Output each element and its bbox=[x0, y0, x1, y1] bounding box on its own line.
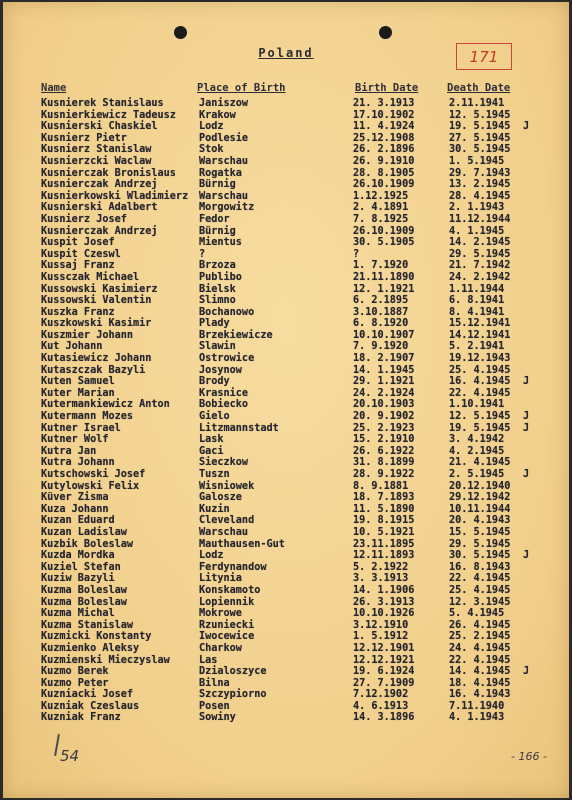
table-row bbox=[3, 318, 569, 330]
table-row bbox=[3, 376, 569, 388]
record-name: Kusnierek Stanislaus bbox=[41, 98, 164, 109]
record-birth-date: 27. 7.1909 bbox=[353, 677, 415, 689]
record-name: Kusnierczak Andrzej bbox=[41, 225, 158, 237]
record-death-date: 28. 4.1945 bbox=[449, 190, 511, 202]
table-row bbox=[3, 110, 569, 122]
record-name: Kuzbik Boleslaw bbox=[41, 538, 134, 550]
punch-hole-right bbox=[379, 26, 392, 39]
table-row bbox=[3, 249, 569, 261]
record-name: Kuza Johann bbox=[41, 503, 109, 515]
record-place-of-birth: Bobiecko bbox=[199, 399, 249, 411]
record-death-date: 4. 1.1945 bbox=[449, 225, 505, 237]
record-place-of-birth: Tuszn bbox=[199, 469, 230, 480]
record-name: Kutylowski Felix bbox=[41, 480, 140, 492]
record-birth-date: 12. 1.1921 bbox=[353, 283, 415, 295]
record-death-date: 22. 4.1945 bbox=[449, 387, 511, 399]
record-birth-date: 3.10.1887 bbox=[353, 306, 409, 318]
record-name: Kuten Samuel bbox=[41, 376, 115, 388]
record-name: Kusnierz Stanislaw bbox=[41, 144, 152, 156]
table-row bbox=[3, 631, 569, 643]
record-place-of-birth: Brody bbox=[199, 376, 230, 388]
record-place-of-birth: Lodz bbox=[199, 550, 224, 562]
record-birth-date: 29. 1.1921 bbox=[353, 376, 415, 388]
record-name: Kussowski Kasimierz bbox=[41, 283, 158, 295]
record-death-date: 30. 5.1945 bbox=[449, 144, 511, 156]
header-place-of-birth: Place of Birth bbox=[197, 82, 286, 94]
record-name: Kuzniak Czeslaus bbox=[41, 700, 140, 712]
handwritten-note: 54 bbox=[60, 747, 80, 765]
record-name: Kusnierkowski Wladimierz bbox=[41, 190, 189, 202]
record-birth-date: 19. 6.1924 bbox=[353, 666, 415, 678]
record-death-date: 8. 4.1941 bbox=[449, 306, 505, 318]
record-place-of-birth: Slawin bbox=[199, 341, 236, 353]
table-row bbox=[3, 202, 569, 214]
table-row bbox=[3, 655, 569, 667]
record-birth-date: 20. 9.1902 bbox=[353, 411, 415, 423]
record-death-date: 2. 5.1945 bbox=[449, 469, 505, 480]
record-birth-date: 26.10.1909 bbox=[353, 225, 415, 237]
header-death-date: Death Date bbox=[447, 82, 511, 94]
record-place-of-birth: Cleveland bbox=[199, 515, 255, 527]
table-row bbox=[3, 597, 569, 609]
record-name: Kut Johann bbox=[41, 341, 103, 353]
record-place-of-birth: Brzoza bbox=[199, 260, 236, 272]
record-name: Kuzma Stanislaw bbox=[41, 619, 134, 631]
record-name: Kusnierz Pietr bbox=[41, 132, 127, 144]
record-death-date: 4. 2.1945 bbox=[449, 445, 505, 457]
record-place-of-birth: Mientus bbox=[199, 237, 242, 249]
record-mark: J bbox=[523, 411, 530, 423]
record-birth-date: 6. 2.1895 bbox=[353, 295, 409, 307]
record-birth-date: 3.12.1910 bbox=[353, 619, 409, 631]
record-birth-date: 21.11.1890 bbox=[353, 271, 415, 283]
table-row bbox=[3, 573, 569, 585]
record-mark: J bbox=[523, 469, 530, 480]
record-name: Kuzan Ladislaw bbox=[41, 526, 127, 538]
record-name: Kuzmienski Mieczyslaw bbox=[41, 654, 170, 666]
table-row bbox=[3, 504, 569, 516]
record-death-date: 7.11.1940 bbox=[449, 700, 505, 712]
record-birth-date: 26.10.1909 bbox=[353, 179, 415, 191]
record-death-date: 1. 5.1945 bbox=[449, 155, 505, 167]
record-place-of-birth: Litzmannstadt bbox=[199, 422, 279, 434]
document-page bbox=[3, 2, 569, 798]
table-row bbox=[3, 121, 569, 133]
record-place-of-birth: Las bbox=[199, 654, 218, 666]
record-name: Kuspit Josef bbox=[41, 237, 115, 249]
record-birth-date: 30. 5.1905 bbox=[353, 237, 415, 249]
table-row bbox=[3, 620, 569, 632]
record-place-of-birth: Gaci bbox=[199, 445, 224, 457]
record-death-date: 1.10.1941 bbox=[449, 399, 505, 411]
record-death-date: 18. 4.1945 bbox=[449, 677, 511, 689]
table-row bbox=[3, 272, 569, 284]
record-birth-date: 12.12.1901 bbox=[353, 642, 415, 654]
table-row bbox=[3, 423, 569, 435]
table-row bbox=[3, 226, 569, 238]
record-birth-date: 6. 8.1920 bbox=[353, 318, 409, 330]
record-place-of-birth: Morgowitz bbox=[199, 202, 255, 214]
record-death-date: 25. 4.1945 bbox=[449, 364, 511, 376]
record-place-of-birth: Bielsk bbox=[199, 283, 236, 295]
header-name: Name bbox=[41, 82, 67, 94]
record-mark: J bbox=[523, 376, 530, 388]
record-death-date: 16. 4.1945 bbox=[449, 376, 511, 388]
record-birth-date: 24. 2.1924 bbox=[353, 387, 415, 399]
record-death-date: 26. 4.1945 bbox=[449, 619, 511, 631]
table-row bbox=[3, 191, 569, 203]
table-row bbox=[3, 284, 569, 296]
table-row bbox=[3, 469, 569, 481]
record-death-date: 20. 4.1943 bbox=[449, 515, 511, 527]
record-death-date: 22. 4.1945 bbox=[449, 654, 511, 666]
record-death-date: 19.12.1943 bbox=[449, 353, 511, 365]
record-name: Kussaj Franz bbox=[41, 260, 115, 272]
record-place-of-birth: Stok bbox=[199, 144, 224, 156]
record-birth-date: 31. 8.1899 bbox=[353, 457, 415, 469]
record-death-date: 16. 8.1943 bbox=[449, 561, 511, 573]
record-death-date: 20.12.1940 bbox=[449, 480, 511, 492]
record-mark: J bbox=[523, 550, 530, 562]
record-death-date: 25. 2.1945 bbox=[449, 631, 511, 643]
record-place-of-birth: Josynow bbox=[199, 364, 242, 376]
record-place-of-birth: Lopiennik bbox=[199, 596, 255, 608]
record-name: Kuzma Boleslaw bbox=[41, 596, 127, 608]
record-place-of-birth: Ostrowice bbox=[199, 353, 255, 365]
table-row bbox=[3, 365, 569, 377]
record-birth-date: 1.12.1925 bbox=[353, 190, 409, 202]
record-death-date: 22. 4.1945 bbox=[449, 573, 511, 585]
record-place-of-birth: Plady bbox=[199, 318, 230, 330]
record-name: Kuszmier Johann bbox=[41, 329, 134, 341]
record-place-of-birth: Slimno bbox=[199, 295, 236, 307]
record-place-of-birth: Mauthausen-Gut bbox=[199, 538, 285, 550]
table-row bbox=[3, 712, 569, 724]
record-death-date: 29. 7.1943 bbox=[449, 167, 511, 179]
record-place-of-birth: Bilna bbox=[199, 677, 230, 689]
record-name: Kuzma Michal bbox=[41, 608, 115, 620]
table-row bbox=[3, 562, 569, 574]
table-row bbox=[3, 666, 569, 678]
records-list bbox=[3, 98, 569, 724]
record-mark: J bbox=[523, 422, 530, 434]
table-row bbox=[3, 434, 569, 446]
record-birth-date: 23.11.1895 bbox=[353, 538, 415, 550]
table-row bbox=[3, 295, 569, 307]
table-row bbox=[3, 608, 569, 620]
record-birth-date: 28. 9.1922 bbox=[353, 469, 415, 480]
record-name: Kutner Wolf bbox=[41, 434, 109, 446]
record-birth-date: 19. 8.1915 bbox=[353, 515, 415, 527]
table-row bbox=[3, 492, 569, 504]
table-row bbox=[3, 341, 569, 353]
record-death-date: 3. 4.1942 bbox=[449, 434, 505, 446]
record-birth-date: 15. 2.1910 bbox=[353, 434, 415, 446]
record-place-of-birth: Brzekiewicze bbox=[199, 329, 273, 341]
record-death-date: 30. 5.1945 bbox=[449, 550, 511, 562]
table-row bbox=[3, 689, 569, 701]
record-place-of-birth: Sowiny bbox=[199, 712, 236, 724]
record-name: Kusnierski Chaskiel bbox=[41, 121, 158, 133]
record-name: Kuzmo Peter bbox=[41, 677, 109, 689]
record-birth-date: ? bbox=[353, 248, 360, 260]
record-death-date: 25. 4.1945 bbox=[449, 584, 511, 596]
record-death-date: 5. 4.1945 bbox=[449, 608, 505, 620]
record-birth-date: 28. 8.1905 bbox=[353, 167, 415, 179]
table-row bbox=[3, 701, 569, 713]
record-name: Kuzmienko Aleksy bbox=[41, 642, 140, 654]
table-row bbox=[3, 168, 569, 180]
page-footer-number: - 166 - bbox=[511, 750, 547, 763]
table-row bbox=[3, 643, 569, 655]
record-place-of-birth: Mokrowe bbox=[199, 608, 242, 620]
record-place-of-birth: Galosze bbox=[199, 492, 242, 504]
record-birth-date: 5. 2.1922 bbox=[353, 561, 409, 573]
record-death-date: 14.12.1941 bbox=[449, 329, 511, 341]
table-row bbox=[3, 144, 569, 156]
record-birth-date: 25. 2.1923 bbox=[353, 422, 415, 434]
table-row bbox=[3, 179, 569, 191]
table-row bbox=[3, 330, 569, 342]
table-row bbox=[3, 527, 569, 539]
record-death-date: 15. 5.1945 bbox=[449, 526, 511, 538]
record-birth-date: 1. 7.1920 bbox=[353, 260, 409, 272]
record-mark: J bbox=[523, 666, 530, 678]
record-place-of-birth: Bochanowo bbox=[199, 306, 255, 318]
table-row bbox=[3, 678, 569, 690]
record-name: Kutaszczak Bazyli bbox=[41, 364, 146, 376]
record-name: Kuzniacki Josef bbox=[41, 689, 134, 701]
record-death-date: 21. 7.1942 bbox=[449, 260, 511, 272]
record-birth-date: 7. 8.1925 bbox=[353, 213, 409, 225]
table-row bbox=[3, 411, 569, 423]
record-place-of-birth: Charkow bbox=[199, 642, 242, 654]
table-row bbox=[3, 585, 569, 597]
table-row bbox=[3, 388, 569, 400]
record-death-date: 6. 8.1941 bbox=[449, 295, 505, 307]
record-birth-date: 18. 7.1893 bbox=[353, 492, 415, 504]
record-place-of-birth: Ferdynandow bbox=[199, 561, 267, 573]
record-death-date: 24. 2.1942 bbox=[449, 271, 511, 283]
table-row bbox=[3, 156, 569, 168]
record-birth-date: 26. 9.1910 bbox=[353, 155, 415, 167]
record-birth-date: 7.12.1902 bbox=[353, 689, 409, 701]
record-death-date: 29.12.1942 bbox=[449, 492, 511, 504]
record-birth-date: 26. 3.1913 bbox=[353, 596, 415, 608]
record-place-of-birth: ? bbox=[199, 248, 206, 260]
record-birth-date: 12.12.1921 bbox=[353, 654, 415, 666]
record-name: Kutermann Mozes bbox=[41, 411, 134, 423]
record-place-of-birth: Sieczkow bbox=[199, 457, 249, 469]
record-death-date: 19. 5.1945 bbox=[449, 121, 511, 133]
record-place-of-birth: Lask bbox=[199, 434, 224, 446]
record-name: Kusnierczak Andrzej bbox=[41, 179, 158, 191]
table-row bbox=[3, 214, 569, 226]
record-place-of-birth: Warschau bbox=[199, 526, 249, 538]
record-place-of-birth: Dzialoszyce bbox=[199, 666, 267, 678]
record-death-date: 12. 5.1945 bbox=[449, 411, 511, 423]
record-birth-date: 18. 2.1907 bbox=[353, 353, 415, 365]
record-name: Kusnierkiewicz Tadeusz bbox=[41, 109, 176, 121]
record-death-date: 5. 2.1941 bbox=[449, 341, 505, 353]
record-place-of-birth: Lodz bbox=[199, 121, 224, 133]
record-death-date: 15.12.1941 bbox=[449, 318, 511, 330]
record-death-date: 11.12.1944 bbox=[449, 213, 511, 225]
record-place-of-birth: Konskamoto bbox=[199, 584, 261, 596]
table-row bbox=[3, 133, 569, 145]
record-place-of-birth: Warschau bbox=[199, 190, 249, 202]
record-name: Kuspit Czeswl bbox=[41, 248, 121, 260]
record-birth-date: 25.12.1908 bbox=[353, 132, 415, 144]
record-birth-date: 26. 6.1922 bbox=[353, 445, 415, 457]
record-place-of-birth: Warschau bbox=[199, 155, 249, 167]
record-birth-date: 14. 3.1896 bbox=[353, 712, 415, 724]
record-place-of-birth: Bürnig bbox=[199, 225, 236, 237]
record-death-date: 14. 4.1945 bbox=[449, 666, 511, 678]
record-name: Kuziw Bazyli bbox=[41, 573, 115, 585]
record-death-date: 1.11.1944 bbox=[449, 283, 505, 295]
record-death-date: 14. 2.1945 bbox=[449, 237, 511, 249]
record-death-date: 29. 5.1945 bbox=[449, 248, 511, 260]
record-name: Kuter Marian bbox=[41, 387, 115, 399]
record-name: Kusnierz Josef bbox=[41, 213, 127, 225]
record-place-of-birth: Krakow bbox=[199, 109, 236, 121]
table-row bbox=[3, 457, 569, 469]
table-row bbox=[3, 515, 569, 527]
record-place-of-birth: Krasnice bbox=[199, 387, 249, 399]
record-birth-date: 7. 9.1920 bbox=[353, 341, 409, 353]
record-place-of-birth: Kuzin bbox=[199, 503, 230, 515]
record-death-date: 27. 5.1945 bbox=[449, 132, 511, 144]
record-name: Kusnierczak Bronislaus bbox=[41, 167, 176, 179]
record-place-of-birth: Podlesie bbox=[199, 132, 249, 144]
table-row bbox=[3, 446, 569, 458]
record-birth-date: 1. 5.1912 bbox=[353, 631, 409, 643]
punch-hole-left bbox=[174, 26, 187, 39]
record-name: Kuziel Stefan bbox=[41, 561, 121, 573]
record-death-date: 4. 1.1943 bbox=[449, 712, 505, 724]
page-number-stamp bbox=[456, 43, 512, 70]
record-death-date: 2. 1.1943 bbox=[449, 202, 505, 214]
record-birth-date: 10.10.1926 bbox=[353, 608, 415, 620]
record-name: Kusnierski Adalbert bbox=[41, 202, 158, 214]
record-name: Kutra Jan bbox=[41, 445, 97, 457]
record-name: Kuzma Boleslaw bbox=[41, 584, 127, 596]
record-place-of-birth: Iwocewice bbox=[199, 631, 255, 643]
record-place-of-birth: Posen bbox=[199, 700, 230, 712]
record-birth-date: 17.10.1902 bbox=[353, 109, 415, 121]
record-birth-date: 10.10.1907 bbox=[353, 329, 415, 341]
record-name: Kuzmo Berek bbox=[41, 666, 109, 678]
record-birth-date: 14. 1.1906 bbox=[353, 584, 415, 596]
table-row bbox=[3, 539, 569, 551]
record-name: Kutasiewicz Johann bbox=[41, 353, 152, 365]
record-birth-date: 21. 3.1913 bbox=[353, 98, 415, 109]
record-death-date: 12. 5.1945 bbox=[449, 109, 511, 121]
record-birth-date: 10. 5.1921 bbox=[353, 526, 415, 538]
record-name: Kutra Johann bbox=[41, 457, 115, 469]
stamp-number: 171 bbox=[469, 48, 499, 66]
table-row bbox=[3, 550, 569, 562]
page-title: Poland bbox=[258, 46, 314, 60]
record-death-date: 19. 5.1945 bbox=[449, 422, 511, 434]
record-name: Kuzniak Franz bbox=[41, 712, 121, 724]
record-death-date: 16. 4.1943 bbox=[449, 689, 511, 701]
record-place-of-birth: Fedor bbox=[199, 213, 230, 225]
record-mark: J bbox=[523, 121, 530, 133]
record-death-date: 21. 4.1945 bbox=[449, 457, 511, 469]
record-birth-date: 3. 3.1913 bbox=[353, 573, 409, 585]
header-birth-date: Birth Date bbox=[355, 82, 419, 94]
record-name: Küver Zisma bbox=[41, 492, 109, 504]
record-birth-date: 8. 9.1881 bbox=[353, 480, 409, 492]
record-death-date: 29. 5.1945 bbox=[449, 538, 511, 550]
record-name: Kussowski Valentin bbox=[41, 295, 152, 307]
record-birth-date: 11. 5.1890 bbox=[353, 503, 415, 515]
record-birth-date: 20.10.1903 bbox=[353, 399, 415, 411]
record-name: Kuzda Mordka bbox=[41, 550, 115, 562]
record-death-date: 12. 3.1945 bbox=[449, 596, 511, 608]
record-name: Kuszkowski Kasimir bbox=[41, 318, 152, 330]
record-birth-date: 11. 4.1924 bbox=[353, 121, 415, 133]
record-place-of-birth: Rzuniecki bbox=[199, 619, 255, 631]
record-name: Kutner Israel bbox=[41, 422, 121, 434]
record-name: Kuzan Eduard bbox=[41, 515, 115, 527]
record-birth-date: 2. 4.1891 bbox=[353, 202, 409, 214]
record-death-date: 10.11.1944 bbox=[449, 503, 511, 515]
record-name: Kuzmicki Konstanty bbox=[41, 631, 152, 643]
record-place-of-birth: Rogatka bbox=[199, 167, 242, 179]
record-name: Kutschowski Josef bbox=[41, 469, 146, 480]
table-row bbox=[3, 260, 569, 272]
record-place-of-birth: Publibo bbox=[199, 271, 242, 283]
record-name: Kutermankiewicz Anton bbox=[41, 399, 170, 411]
record-name: Kuszka Franz bbox=[41, 306, 115, 318]
record-birth-date: 26. 2.1896 bbox=[353, 144, 415, 156]
table-row bbox=[3, 399, 569, 411]
record-birth-date: 14. 1.1945 bbox=[353, 364, 415, 376]
record-place-of-birth: Janiszow bbox=[199, 98, 249, 109]
table-row bbox=[3, 237, 569, 249]
table-row bbox=[3, 353, 569, 365]
record-place-of-birth: Bürnig bbox=[199, 179, 236, 191]
record-name: Kussczak Michael bbox=[41, 271, 140, 283]
record-birth-date: 12.11.1893 bbox=[353, 550, 415, 562]
record-place-of-birth: Szczypiorno bbox=[199, 689, 267, 701]
table-row bbox=[3, 481, 569, 493]
record-death-date: 2.11.1941 bbox=[449, 98, 505, 109]
record-birth-date: 4. 6.1913 bbox=[353, 700, 409, 712]
record-death-date: 24. 4.1945 bbox=[449, 642, 511, 654]
table-row bbox=[3, 98, 569, 110]
record-death-date: 13. 2.1945 bbox=[449, 179, 511, 191]
record-name: Kusnierzcki Waclaw bbox=[41, 155, 152, 167]
record-place-of-birth: Litynia bbox=[199, 573, 242, 585]
table-row bbox=[3, 307, 569, 319]
record-place-of-birth: Wisniowek bbox=[199, 480, 255, 492]
column-headers bbox=[3, 82, 569, 96]
record-place-of-birth: Gielo bbox=[199, 411, 230, 423]
